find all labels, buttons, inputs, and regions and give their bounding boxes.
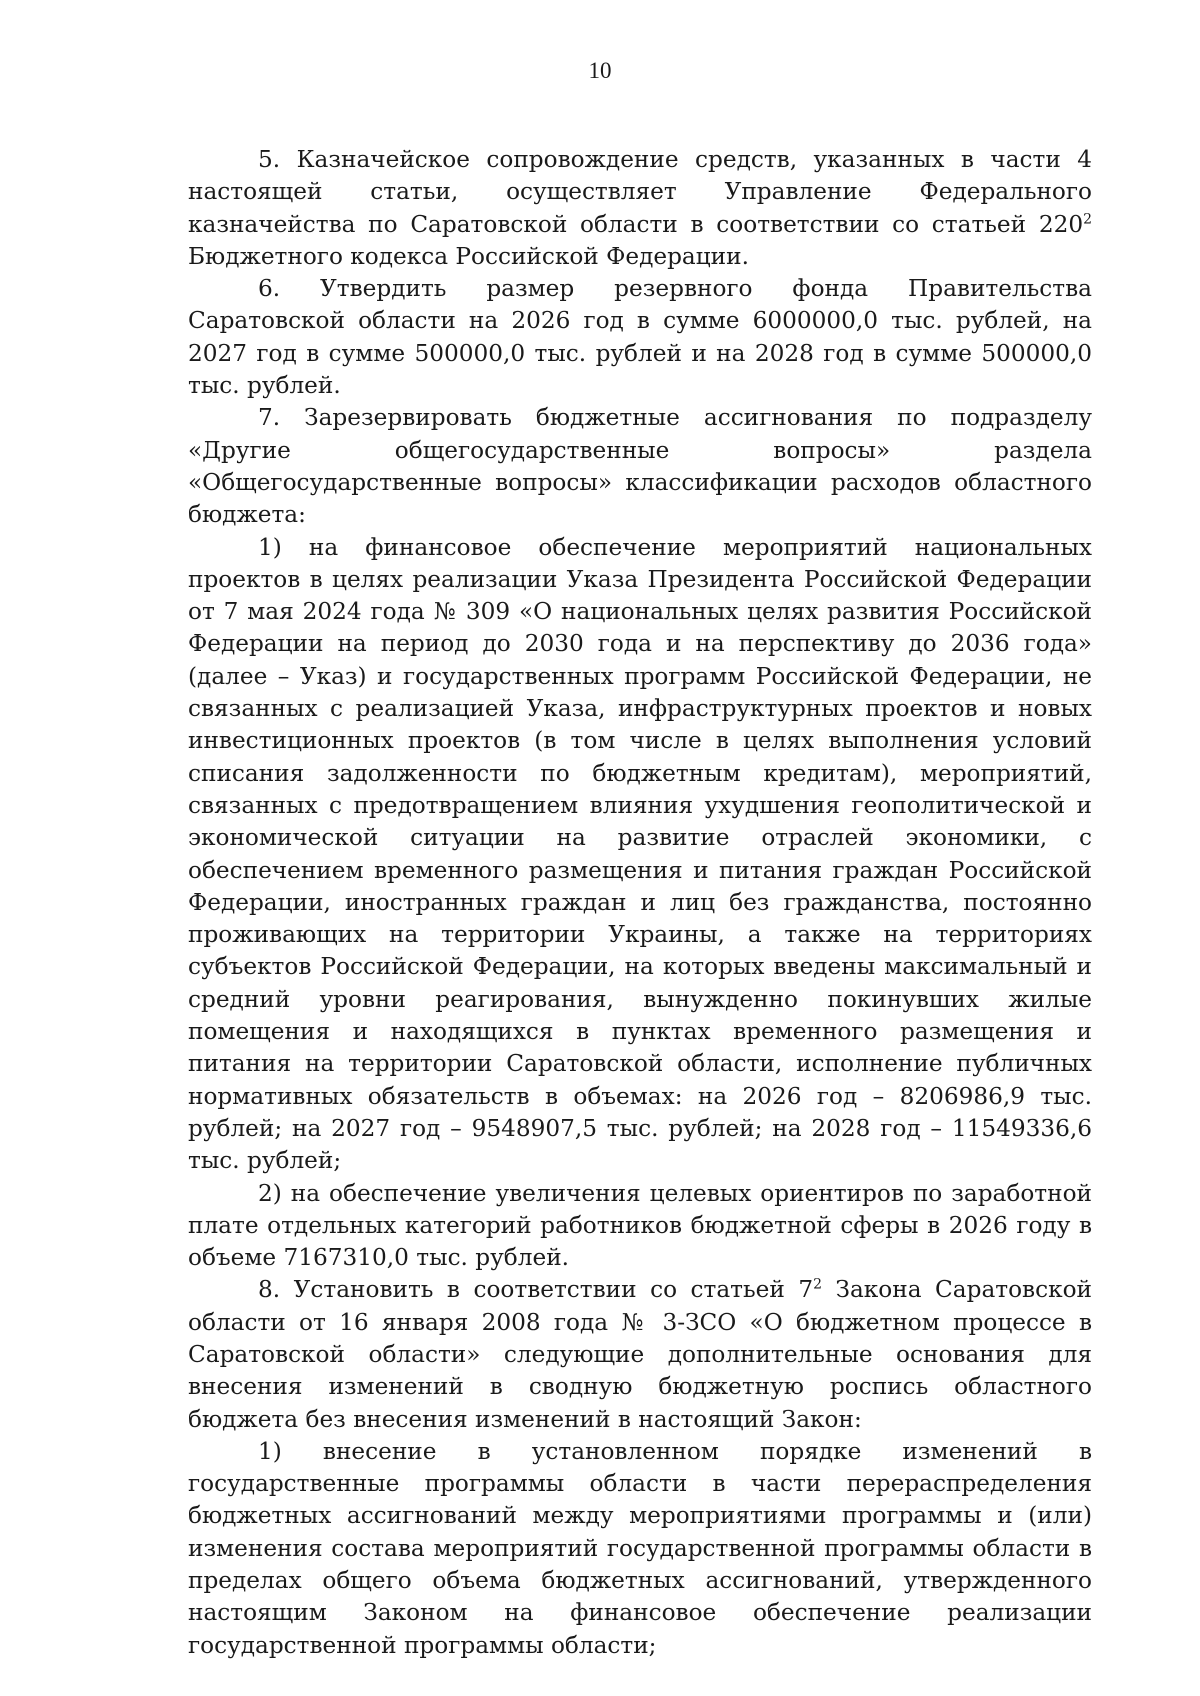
paragraph-8 bbox=[188, 1274, 1092, 1435]
paragraph-7: 7. Зарезервировать бюджетные ассигнования по подразделу «Другие общегосударственные вопросы» раздела «Общегосударственные вопросы» классификации расходов областного бюджета: bbox=[188, 404, 1092, 529]
paragraph-5 bbox=[188, 144, 1092, 273]
paragraph-5-text: 5. Казначейское сопровождение средств, указанных в части 4 настоящей статьи, осуществляет Управление Федерального казначейства по Саратовской области в соответствии со статьей bbox=[188, 146, 1092, 238]
article-reference-superscript: 2 bbox=[1083, 210, 1092, 227]
paragraph-6: 6. Утвердить размер резервного фонда Правительства Саратовской области на 2026 год в сумме 6000000,0 тыс. рублей, на 2027 год в сумме 500000,0 тыс. рублей и на 2028 год в сумме 500000,0 тыс. рублей. bbox=[188, 275, 1092, 400]
paragraph-7-item-2: 2) на обеспечение увеличения целевых ориентиров по заработной плате отдельных категорий работников бюджетной сферы в 2026 году в объеме 7167310,0 тыс. рублей. bbox=[188, 1179, 1092, 1272]
paragraph-5-text-end: Бюджетного кодекса Российской Федерации. bbox=[188, 242, 749, 270]
paragraph-8-text-end: Закона Саратовской области от 16 января 2008 года № 3-ЗСО «О бюджетном процессе в Саратовской области» следующие дополнительные основания для внесения изменений в сводную бюджетную роспись областного бюджета без внесения изменений в настоящий Закон: bbox=[188, 1276, 1093, 1433]
article-reference bbox=[1039, 211, 1092, 238]
paragraph-7-item-1: 1) на финансовое обеспечение мероприятий национальных проектов в целях реализации Указа Президента Российской Федерации от 7 мая 2024 года № 309 «О национальных целях развития Российской Федерации на период до 2030 года и на перспективу до 2036 года» (далее – Указ) и государственных программ Российской Федерации, не связанных с реализацией Указа, инфраструктурных проектов и новых инвестиционных проектов (в том числе в целях выполнения условий списания задолженности по бюджетным кредитам), мероприятий, связанных с предотвращением влияния ухудшения геополитической и экономической ситуации на развитие отраслей экономики, с обеспечением временного размещения и питания граждан Российской Федерации, иностранных граждан и лиц без гражданства, постоянно проживающих на территории Украины, а также на территориях субъектов Российской Федерации, на которых введены максимальный и средний уровни реагирования, вынужденно покинувших жилые помещения и находящихся в пунктах временного размещения и питания на территории Саратовской области, исполнение публичных нормативных обязательств в объемах: на 2026 год – 8206986,9 тыс. рублей; на 2027 год – 9548907,5 тыс. рублей; на 2028 год – 11549336,6 тыс. рублей; bbox=[188, 533, 1092, 1175]
page-number: 10 bbox=[588, 58, 612, 83]
law-text-body bbox=[188, 144, 1092, 1662]
article-reference-number: 7 bbox=[798, 1276, 814, 1304]
article-reference-number: 220 bbox=[1038, 210, 1084, 238]
paragraph-8-item-1: 1) внесение в установленном порядке изменений в государственные программы области в части перераспределения бюджетных ассигнований между мероприятиями программы и (или) изменения состава мероприятий государственной программы области в пределах общего объема бюджетных ассигнований, утвержденного настоящим Законом на финансовое обеспечение реализации государственной программы области; bbox=[188, 1437, 1092, 1659]
paragraph-8-text: 8. Установить в соответствии со статьей bbox=[258, 1276, 785, 1304]
article-reference bbox=[798, 1276, 822, 1303]
article-reference-superscript: 2 bbox=[813, 1276, 823, 1293]
